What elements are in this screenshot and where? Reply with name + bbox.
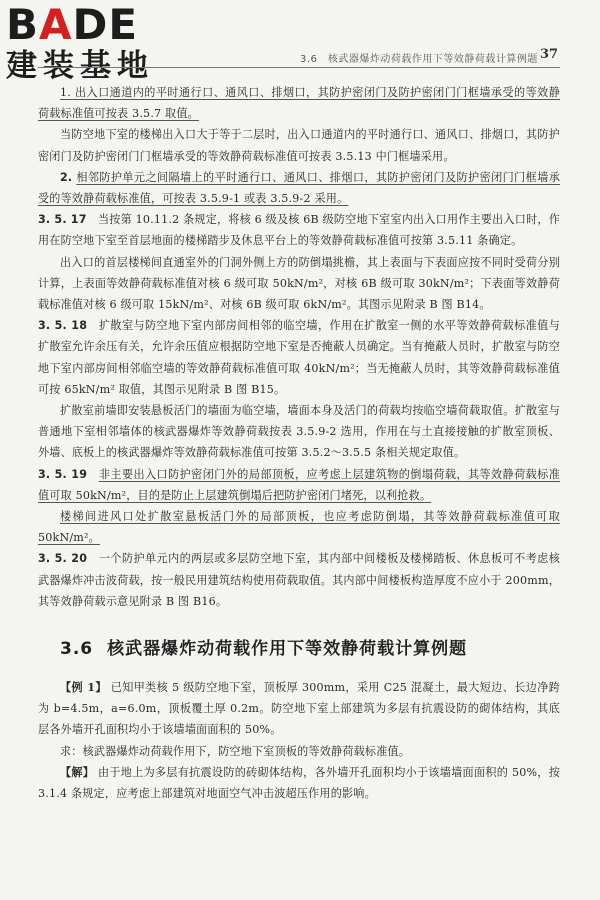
clause-3-5-18: 3. 5. 18 扩散室与防空地下室内部房间相邻的临空墙，作用在扩散室一侧的水平等效静荷载标准值与扩散室允许余压有关，允许余压值应根据防空地下室是否掩蔽人员确定。当有掩蔽人员时，扩散室与防空地下室内部房间相邻临空墙的等效静荷载标准值可取 40kN/m²；当无掩蔽人员时，其等效静荷载标准值可按 65kN/m² 取值，其图示见附录 B 图 B15。 <box>38 319 560 396</box>
page-number: 37 <box>540 47 559 62</box>
running-head: 3.6 核武器爆炸动荷载作用下等效静荷载计算例题 <box>300 54 538 65</box>
logo-accent-letter: A <box>39 0 73 49</box>
logo-chinese: 建装基地 <box>6 48 154 84</box>
paragraph: 扩散室前墙即安装悬板活门的墙面为临空墙，墙面本身及活门的荷载均按临空墙荷载取值。扩散室与普通地下室相邻墙体的核武器爆炸等效静荷载按表 3.5.9-2 选用，作用在与土直接接触的扩散室顶板、外墙、底板上的核武器爆炸等效静荷载标准值可按第 3.5.2～3.5.5 条相关规定取值。 <box>38 404 560 460</box>
example-paragraph: 【例 1】 已知甲类核 5 级防空地下室，顶板厚 300mm，采用 C25 混凝土，最大短边、长边净跨为 b=4.5m，a=6.0m，顶板覆土厚 0.2m。防空地下室上部建筑为多层有抗震设防的砌体结构，其底层各外墙开孔面积均小于该墙墙面面积的 50%。 <box>38 681 560 737</box>
paragraph: 2. 相邻防护单元之间隔墙上的平时通行口、通风口、排烟口，其防护密闭门及防护密闭门门框墙承受的等效静荷载标准值，可按表 3.5.9-1 或表 3.5.9-2 采用。 <box>38 170 561 206</box>
question-paragraph: 求：核武器爆炸动荷载作用下，防空地下室顶板的等效静荷载标准值。 <box>60 744 411 758</box>
page-body <box>38 82 560 804</box>
clause-3-5-17: 3. 5. 17 当按第 10.11.2 条规定，将核 6 级及核 6B 级防空地下室室内出入口用作主要出入口时，作用在防空地下室至首层地面的楼梯踏步及休息平台上的等效静荷载标准值可按第 3.5.11 条确定。 <box>38 213 560 248</box>
header-rule <box>38 67 560 68</box>
section-number: 3.6 <box>60 639 94 660</box>
solution-paragraph: 【解】 由于地上为多层有抗震设防的砖砌体结构，各外墙开孔面积均小于该墙墙面面积的 50%，按 3.1.4 条规定，应考虑上部建筑对地面空气冲击波超压作用的影响。 <box>38 765 560 801</box>
paragraph: 当防空地下室的楼梯出入口大于等于二层时，出入口通道内的平时通行口、通风口、排烟口，其防护密闭门及防护密闭门门框墙承受的等效静荷载标准值可按表 3.5.13 中门框墙采用。 <box>38 128 560 163</box>
section-heading <box>60 634 560 659</box>
paragraph: 出入口的首层楼梯间直通室外的门洞外侧上方的防倒塌挑檐，其上表面与下表面应按不同时受荷分别计算，上表面等效静荷载标准值对核 6 级可取 50kN/m²，对核 6B 级可取 30kN/m²；下表面等效静荷载标准值对核 6 级可取 15kN/m²、对核 6B 级可取 6kN/m²。其图示见附录 B 图 B14。 <box>38 255 560 312</box>
brand-logo <box>6 0 184 84</box>
logo-wordmark: BADE <box>6 0 139 49</box>
paragraph: 楼梯间进风口处扩散室悬板活门外的局部顶板，也应考虑防倒塌，其等效静荷载标准值可取 50kN/m²。 <box>38 510 560 545</box>
clause-3-5-20: 3. 5. 20 一个防护单元内的两层或多层防空地下室，其内部中间楼板及楼梯踏板、休息板可不考虑核武器爆炸冲击波荷载，按一般民用建筑结构使用荷载取值。其内部中间楼板构造厚度不应小于 200mm，其等效静荷载示意见附录 B 图 B16。 <box>38 552 560 608</box>
clause-3-5-19: 3. 5. 19 非主要出入口防护密闭门外的局部顶板，应考虑上层建筑物的倒塌荷载，其等效静荷载标准值可取 50kN/m²，目的是防止上层建筑倒塌后把防护密闭门堵死，以利抢救。 <box>38 467 560 502</box>
paragraph: 1. 出入口通道内的平时通行口、通风口、排烟口，其防护密闭门及防护密闭门门框墙承受的等效静荷载标准值可按表 3.5.7 取值。 <box>38 86 560 121</box>
section-title: 核武器爆炸动荷载作用下等效静荷载计算例题 <box>107 639 468 660</box>
